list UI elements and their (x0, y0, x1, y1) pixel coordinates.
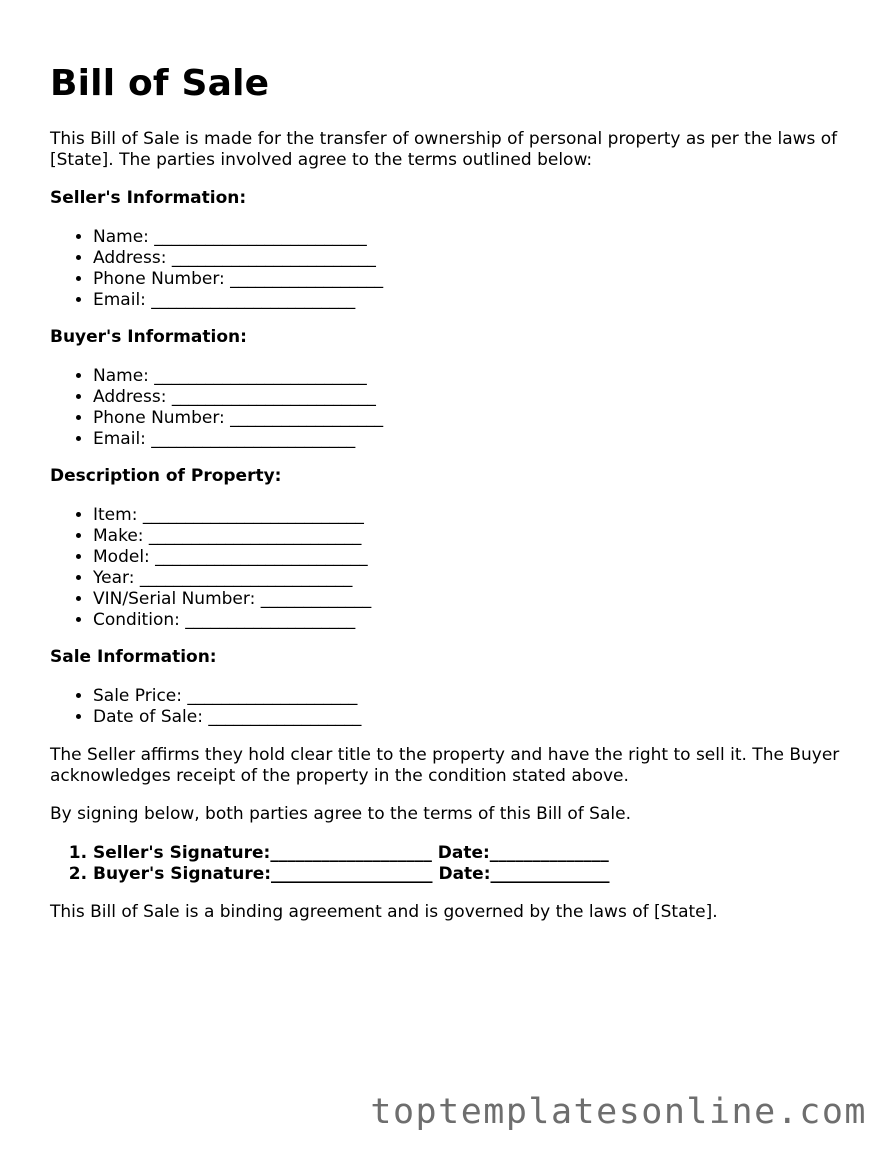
sale-date-field: • Date of Sale: __________________ (93, 707, 361, 728)
buyer-email-field: • Email: ________________________ (93, 429, 383, 450)
buyer-list (50, 366, 383, 450)
seller-name-field: • Name: _________________________ (93, 227, 383, 248)
intro-paragraph: This Bill of Sale is made for the transfer of ownership of personal property as per the laws of [State]. The parties involved agree to the terms outlined below: (50, 129, 838, 170)
seller-phone-field: • Phone Number: __________________ (93, 269, 383, 290)
property-list (50, 505, 371, 631)
property-heading: Description of Property: (50, 466, 282, 486)
affirmation-paragraph: The Seller affirms they hold clear title to the property and have the right to sell it. The Buyer acknowledges receipt of the property in the condition stated above. (50, 745, 840, 786)
buyer-address-field: • Address: ________________________ (93, 387, 383, 408)
buyer-name-field: • Name: _________________________ (93, 366, 383, 387)
buyer-signature-line: 2. Buyer's Signature:___________________ Date:______________ (93, 864, 610, 885)
seller-list (50, 227, 383, 311)
buyer-heading: Buyer's Information: (50, 327, 247, 347)
sale-heading: Sale Information: (50, 647, 217, 667)
signature-list (50, 843, 610, 885)
seller-email-field: • Email: ________________________ (93, 290, 383, 311)
buyer-phone-field: • Phone Number: __________________ (93, 408, 383, 429)
property-vin-field: • VIN/Serial Number: _____________ (93, 589, 371, 610)
property-item-field: • Item: __________________________ (93, 505, 371, 526)
seller-signature-line: 1. Seller's Signature:___________________ Date:______________ (93, 843, 610, 864)
seller-address-field: • Address: ________________________ (93, 248, 383, 269)
watermark-text: toptemplatesonline.com (370, 1092, 867, 1132)
agreement-paragraph: By signing below, both parties agree to the terms of this Bill of Sale. (50, 804, 631, 824)
property-model-field: • Model: _________________________ (93, 547, 371, 568)
document-title: Bill of Sale (50, 63, 270, 104)
property-condition-field: • Condition: ____________________ (93, 610, 371, 631)
property-make-field: • Make: _________________________ (93, 526, 371, 547)
closing-paragraph: This Bill of Sale is a binding agreement and is governed by the laws of [State]. (50, 902, 718, 922)
sale-list (50, 686, 361, 728)
seller-heading: Seller's Information: (50, 188, 247, 208)
property-year-field: • Year: _________________________ (93, 568, 371, 589)
sale-price-field: • Sale Price: ____________________ (93, 686, 361, 707)
